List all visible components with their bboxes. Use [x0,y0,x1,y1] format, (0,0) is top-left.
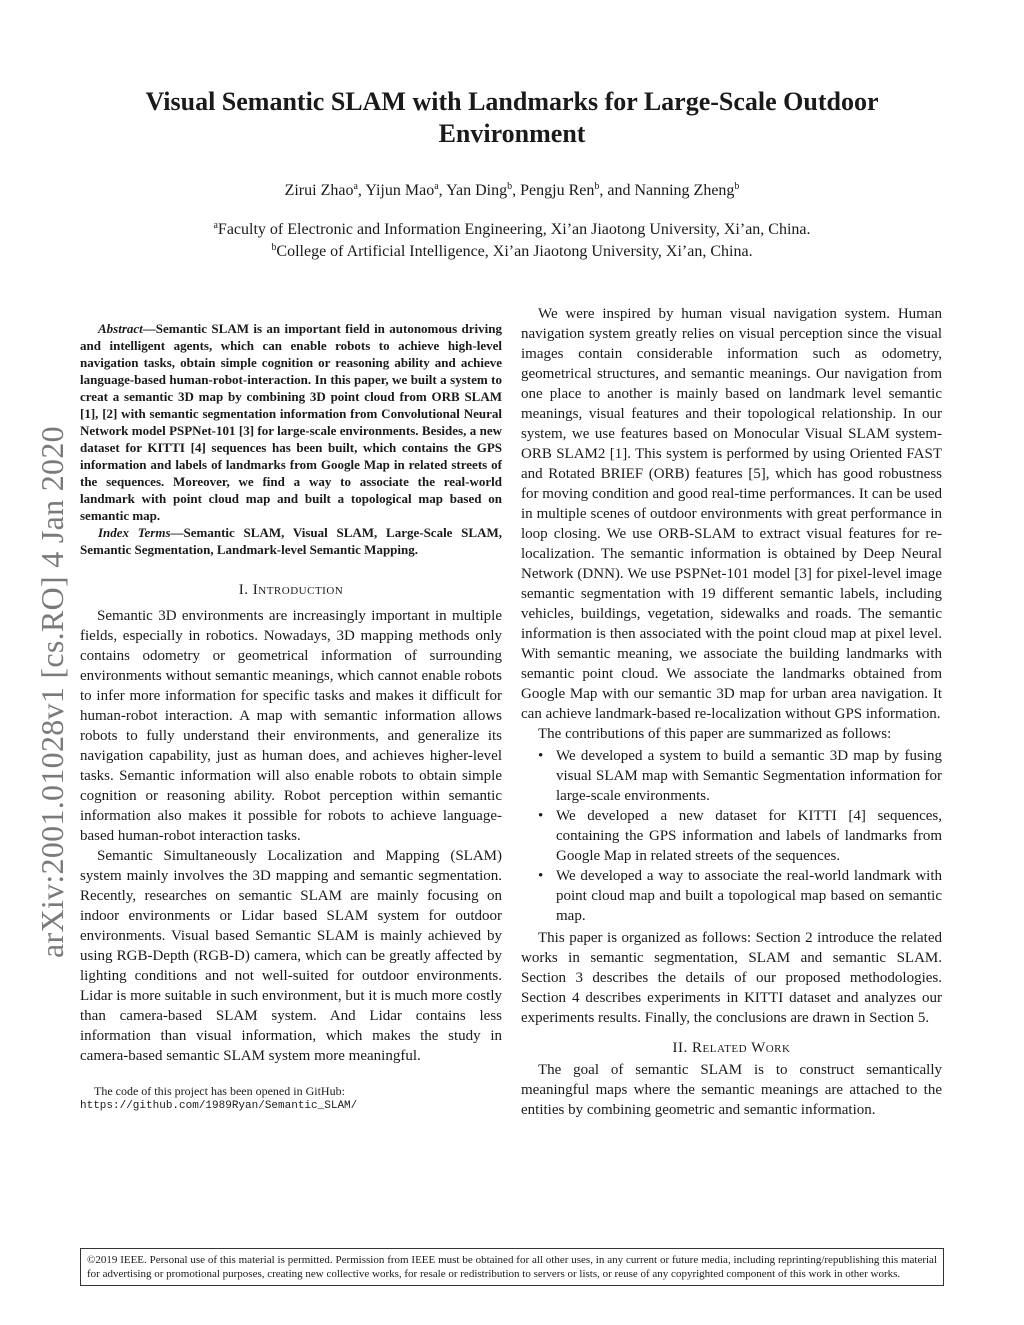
contribution-text: We developed a new dataset for KITTI [4] sequences, containing the GPS information and labels of landmarks from Google Map in related streets of the sequences. [556,808,942,864]
bullet-icon: • [538,808,544,824]
contributions-list [521,746,942,926]
arxiv-identifier: arXiv:2001.01028v1 [cs.RO] 4 Jan 2020 [34,426,70,958]
contribution-text: We developed a way to associate the real-world landmark with point cloud map and built a topological map based on semantic map. [556,868,942,924]
author-name: , Pengju Ren [512,182,595,199]
author-affil-mark: b [594,181,600,192]
github-link[interactable]: https://github.com/1989Ryan/Semantic_SLAM/ [80,1100,358,1112]
abstract-text: —Semantic SLAM is an important field in autonomous driving and intelligent agents, which can enable robots to achieve high-level navigation tasks, obtain simple cognition or reasoning ability and achieve language-based human-robot-interaction. In this paper, we built a system to creat a semantic 3D map by combining 3D point cloud from ORB SLAM [1], [2] with semantic segmentation information from Convolutional Neural Network model PSPNet-101 [3] for large-scale environments. Besides, a new dataset for KITTI [4] sequences has been built, which contains the GPS information and labels of landmarks from Google Map in related streets of the sequences. Moreover, we find a way to associate the real-world landmark with point cloud map and built a topological map based on semantic map. [80,321,502,523]
bullet-icon: • [538,868,544,884]
affil-mark: a [213,220,218,231]
abstract-label: Abstract [98,321,143,336]
list-item [521,806,942,866]
intro-paragraph-2: Semantic Simultaneously Localization and Mapping (SLAM) system mainly involves the 3D mapping and semantic segmentation. Recently, researches on semantic SLAM are mainly focusing on indoor environments or Lidar based SLAM system for outdoor environments. Visual based Semantic SLAM is mainly achieved by using RGB-Depth (RGB-D) camera, which can be greatly affected by lighting conditions and not well-suited for outdoor environments. Lidar is more suitable in such environment, but it is much more costly than camera-based SLAM system. And Lidar contains less information than visual information, which makes the study in camera-based semantic SLAM system more meaningful. [80,848,502,1064]
list-item [521,866,942,926]
affiliation-text: College of Artificial Intelligence, Xi’an Jiaotong University, Xi’an, China. [276,243,753,260]
author-list [80,180,944,202]
motivation-paragraph: We were inspired by human visual navigation system. Human navigation system greatly relies on visual perception since the visual images contain considerable information such as odometry, geometrical structures, and semantic meanings. Our navigation from one place to another is mainly based on landmark level semantic meanings, visual features and their topological relationship. In our system, we use features based on Monocular Visual SLAM system-ORB SLAM2 [1]. This system is performed by using Oriented FAST and Rotated BRIEF (ORB) features [5], which has good robustness for moving condition and good real-time performances. It can be used in multiple scenes of outdoor environments with great performance in loop closing. We use ORB-SLAM to extract visual features for re-localization. The semantic information is obtained by Deep Neural Network (DNN). We use PSPNet-101 model [3] for pixel-level image semantic segmentation with 19 different semantic labels, including vehicles, buildings, vegetation, sidewalks and roads. The semantic information is then associated with the point cloud map at pixel level. With semantic meaning, we associate the building landmarks with semantic point cloud. We associate the landmarks obtained from Google Map with our semantic 3D map for urban area navigation. It can achieve landmark-based re-localization without GPS information. [521,306,942,722]
affiliations [80,219,944,263]
organization-paragraph: This paper is organized as follows: Section 2 introduce the related works in semantic segmentation, SLAM and semantic SLAM. Section 3 describes the details of our proposed methodologies. Section 4 describes experiments in KITTI dataset and analyzes our experiments results. Finally, the conclusions are drawn in Section 5. [521,930,942,1026]
author-name: , Yan Ding [438,182,508,199]
section-heading-introduction: I. Introduction [238,582,344,598]
index-terms [80,524,502,558]
index-terms-label: Index Terms [98,525,171,540]
affiliation-line [80,241,944,263]
copyright-notice: ©2019 IEEE. Personal use of this material is permitted. Permission from IEEE must be obtained for all other uses, in any current or future media, including reprinting/republishing this material for advertising or promotional purposes, creating new collective works, for resale or redistribution to servers or lists, or reuse of any copyrighted component of this work in other works. [80,1248,944,1286]
affil-mark: b [271,242,277,253]
related-work-paragraph: The goal of semantic SLAM is to construct semantically meaningful maps where the semantic meanings are attached to the entities by combining geometric and semantic information. [521,1062,942,1118]
footnote [80,1084,502,1114]
contributions-intro: The contributions of this paper are summarized as follows: [538,726,892,742]
footnote-text: The code of this project has been opened in GitHub: [94,1084,345,1098]
index-terms-text: —Semantic SLAM, Visual SLAM, Large-Scale SLAM, Semantic Segmentation, Landmark-level Semantic Mapping. [80,525,502,557]
right-column [521,304,942,1120]
affiliation-line [80,219,944,241]
left-column [80,320,502,1114]
contribution-text: We developed a system to build a semantic 3D map by fusing visual SLAM map with Semantic Segmentation information for large-scale environments. [556,748,942,804]
author-name: Zirui Zhao [284,182,354,199]
author-affil-mark: b [507,181,513,192]
author-name: , Yijun Mao [357,182,435,199]
paper-title: Visual Semantic SLAM with Landmarks for Large-Scale Outdoor Environment [145,87,879,148]
abstract [80,320,502,524]
bullet-icon: • [538,748,544,764]
affiliation-text: Faculty of Electronic and Information Engineering, Xi’an Jiaotong University, Xi’an, China. [217,221,811,238]
list-item [521,746,942,806]
intro-paragraph-1: Semantic 3D environments are increasingly important in multiple fields, especially in robotics. Nowadays, 3D mapping methods only contains odometry or geometrical information of surrounding environments without semantic meanings, which cannot enable robots to infer more information for specific tasks and makes it difficult for human-robot interaction. A map with semantic information allows robots to fully understand their environments, and generalize its navigation capability, just as human does, and achieves higher-level tasks. Semantic information will also enable robots to obtain simple cognition or reasoning ability. Robot perception within semantic information also makes it possible for robots to achieve language-based human-robot interaction tasks. [80,608,502,844]
author-name: , and Nanning Zheng [599,182,735,199]
author-affil-mark: b [734,181,740,192]
author-affil-mark: a [353,181,358,192]
section-heading-related-work: II. Related Work [672,1040,791,1056]
author-affil-mark: a [434,181,439,192]
